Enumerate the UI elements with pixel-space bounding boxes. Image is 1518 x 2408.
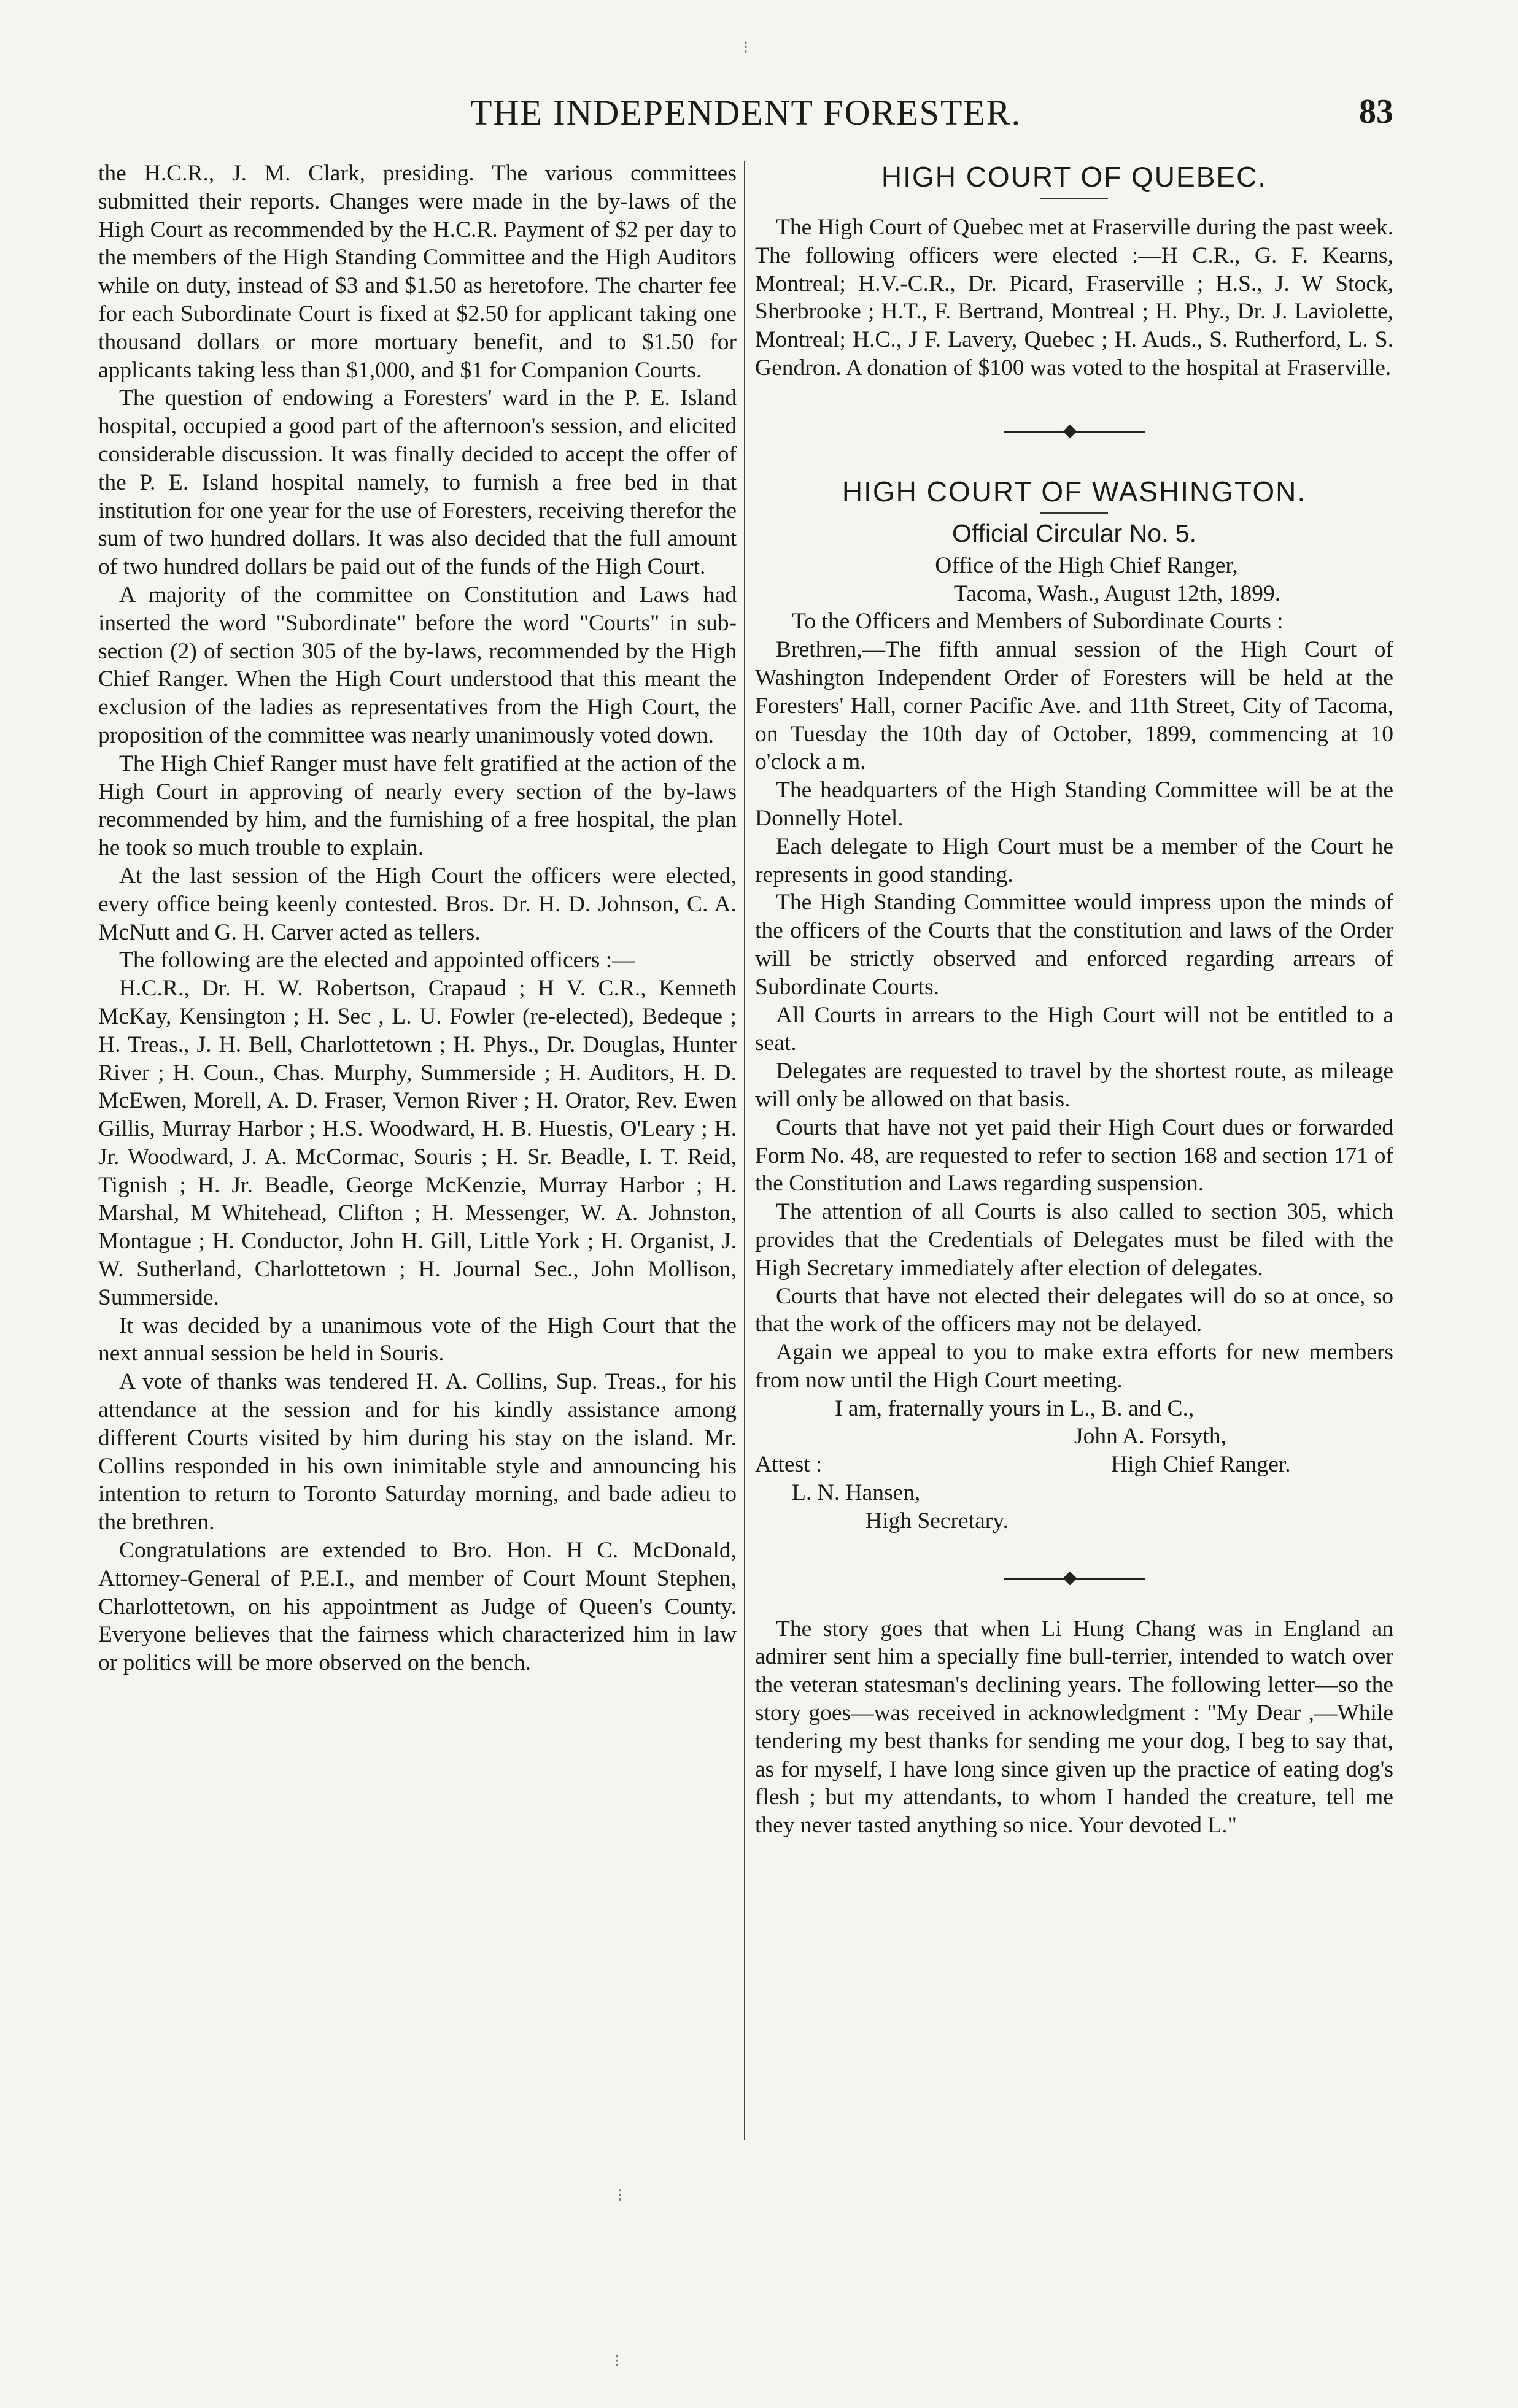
circular-paragraph-4: The High Standing Committee would impress upon the minds of the officers of the Courts that the constitution and laws of the Order will be strictly observed and enforced regarding arrears of Subordinate Courts. — [755, 890, 1393, 1000]
signer-title: High Chief Ranger. — [1111, 1452, 1291, 1478]
pei-paragraph-6: The following are the elected and appointed officers :— — [119, 947, 635, 973]
secretary-title: High Secretary. — [865, 1508, 1009, 1534]
dateline: Tacoma, Wash., August 12th, 1899. — [953, 581, 1281, 606]
pei-paragraph-10: Congratulations are extended to Bro. Hon. H C. McDonald, Attorney-General of P.E.I., and member of Court Mount Stephen, Charlottetown, on his appointment as Judge of Queen's County. Everyone believes that the fairness which characterized him in law or politics will be more observed on the bench. — [98, 1538, 737, 1676]
attest-line — [755, 1451, 1393, 1479]
circular-paragraph-2: The headquarters of the High Standing Committee will be at the Donnelly Hotel. — [755, 778, 1393, 831]
signer-name: John A. Forsyth, — [1074, 1424, 1226, 1449]
circular-paragraph-1: Brethren,—The fifth annual session of the High Court of Washington Independent Order of Foresters will be held at the Foresters' Hall, corner Pacific Ave. and 11th Street, City of Tacoma, on Tuesday the 10th day of October, 1899, commencing at 10 o'clock a m. — [755, 637, 1393, 775]
circular-paragraph-3: Each delegate to High Court must be a member of the Court he represents in good standing. — [755, 833, 1393, 887]
heading-rule — [1040, 198, 1108, 199]
pei-paragraph-2: The question of endowing a Foresters' ward in the P. E. Island hospital, occupied a good part of the afternoon's session, and elicited considerable discussion. It was finally decided to accept the offer of the P. E. Island hospital namely, to furnish a free bed in that institution for one year for the use of Foresters, receiving therefor the sum of two hundred dollars. It was also decided that the full amount of two hundred dollars be paid out of the funds of the High Court. — [98, 385, 737, 580]
secretary-name: L. N. Hansen, — [792, 1480, 921, 1506]
circular-paragraph-6: Delegates are requested to travel by the shortest route, as mileage will only be allowed on that basis. — [755, 1059, 1393, 1112]
officers-list: H.C.R., Dr. H. W. Robertson, Crapaud ; H V. C.R., Kenneth McKay, Kensington ; H. Sec , L. U. Fowler (re-elected), Bedeque ; H. Treas., J. H. Bell, Charlottetown ; H. Phys., Dr. Douglas, Hunter River ; H. Coun., Chas. Murphy, Summerside ; H. Auditors, H. D. McEwen, Morell, A. D. Fraser, Vernon River ; H. Orator, Rev. Ewen Gillis, Murray Harbor ; H.S. Woodward, H. B. Huestis, O'Leary ; H. Jr. Woodward, J. A. McCormac, Souris ; H. Sr. Beadle, I. T. Reid, Tignish ; H. Jr. Beadle, George McKenzie, Murray Harbor ; H. Marshal, M Whitehead, Clifton ; H. Messenger, W. A. Johnston, Montague ; H. Conductor, John H. Gill, Little York ; H. Organist, J. W. Sutherland, Charlottetown ; H. Journal Sec., John Mollison, Summerside. — [98, 976, 737, 1310]
quebec-paragraph: The High Court of Quebec met at Fraserville during the past week. The following officers were elected :—H C.R., G. F. Kearns, Montreal; H.V.-C.R., Dr. Picard, Fraserville ; H.S., J. W Stock, Sherbrooke ; H.T., F. Bertrand, Montreal ; H. Phy., Dr. J. Laviolette, Montreal; H.C., J F. Lavery, Quebec ; H. Auds., S. Rutherford, L. S. Gendron. A donation of $100 was voted to the hospital at Fraserville. — [755, 215, 1393, 380]
circular-subtitle: Official Circular No. 5. — [952, 519, 1196, 547]
office-dateline — [755, 552, 1393, 608]
left-column — [98, 160, 737, 1677]
pei-paragraph-5: At the last session of the High Court the officers were elected, every office being keenly contested. Bros. Dr. H. D. Johnson, C. A. McNutt and G. H. Carver acted as tellers. — [98, 863, 737, 945]
attest-label: Attest : — [755, 1452, 823, 1478]
closing-line: I am, fraternally yours in L., B. and C., — [835, 1395, 1195, 1421]
pei-paragraph-9: A vote of thanks was tendered H. A. Collins, Sup. Treas., for his attendance at the session and for his kindly assistance among different Courts visited by him during his stay on the island. Mr. Collins responded in his own inimitable style and announcing his intention to return to Toronto Saturday morning, and bade adieu to the brethren. — [98, 1369, 737, 1535]
circular-paragraph-10: Again we appeal to you to make extra efforts for new members from now until the High Court meeting. — [755, 1340, 1393, 1393]
pei-paragraph-3: A majority of the committee on Constitution and Laws had inserted the word "Subordinate" before the word "Courts" in sub-section (2) of section 305 of the by-laws, recommended by the High Chief Ranger. When the High Court understood that this meant the exclusion of the ladies as representatives from the High Court, the proposition of the committee was nearly unanimously voted down. — [98, 582, 737, 748]
journal-title: THE INDEPENDENT FORESTER. — [470, 93, 1021, 133]
pei-paragraph-1: the H.C.R., J. M. Clark, presiding. The various committees submitted their reports. Changes were made in the by-laws of the High Court as recommended by the H.C.R. Payment of $2 per day to the members of the High Standing Committee and the High Auditors while on duty, instead of $3 and $1.50 as heretofore. The charter fee for each Subordinate Court is fixed at $2.50 for applicant taking one thousand dollars or more mortuary benefit, and to $1.50 for applicants taking less than $1,000, and $1 for Companion Courts. — [98, 161, 737, 383]
page-header — [98, 92, 1393, 141]
quebec-heading: HIGH COURT OF QUEBEC. — [881, 161, 1268, 193]
right-column — [755, 160, 1393, 1840]
section-ornament — [1004, 425, 1145, 438]
page-number: 83 — [1359, 93, 1393, 131]
print-mark: ⁝ — [614, 2351, 620, 2371]
washington-heading: HIGH COURT OF WASHINGTON. — [842, 475, 1307, 507]
salutation: To the Officers and Members of Subordinate Courts : — [792, 609, 1284, 635]
anecdote-paragraph: The story goes that when Li Hung Chang was in England an admirer sent him a specially fine bull-terrier, intended to watch over the veteran statesman's declining years. The following letter—so the story goes—was received in acknowledgment : "My Dear ,—While tendering my best thanks for sending me your dog, I beg to say that, as for myself, I have long since given up the practice of eating dog's flesh ; but my attendants, to whom I handed the creature, tell me they never tasted anything so nice. Your devoted L." — [755, 1616, 1393, 1839]
circular-paragraph-7: Courts that have not yet paid their High Court dues or forwarded Form No. 48, are requested to refer to section 168 and section 171 of the Constitution and Laws regarding suspension. — [755, 1114, 1393, 1197]
circular-paragraph-9: Courts that have not elected their delegates will do so at once, so that the work of the officers may not be delayed. — [755, 1283, 1393, 1337]
section-ornament — [1004, 1572, 1145, 1584]
print-mark: ⁝ — [743, 37, 749, 58]
heading-rule — [1040, 512, 1108, 514]
print-mark: ⁝ — [617, 2185, 623, 2205]
pei-paragraph-8: It was decided by a unanimous vote of the High Court that the next annual session be held in Souris. — [98, 1313, 737, 1367]
circular-paragraph-8: The attention of all Courts is also called to section 305, which provides that the Credentials of Delegates must be filed with the High Secretary immediately after election of delegates. — [755, 1199, 1393, 1281]
circular-paragraph-5: All Courts in arrears to the High Court will not be entitled to a seat. — [755, 1002, 1393, 1056]
office-line: Office of the High Chief Ranger, — [935, 552, 1238, 578]
column-divider — [744, 161, 745, 2140]
pei-paragraph-4: The High Chief Ranger must have felt gratified at the action of the High Court in approving of nearly every section of the by-laws recommended by him, and the furnishing of a free hospital, the plan he took so much trouble to explain. — [98, 751, 737, 861]
